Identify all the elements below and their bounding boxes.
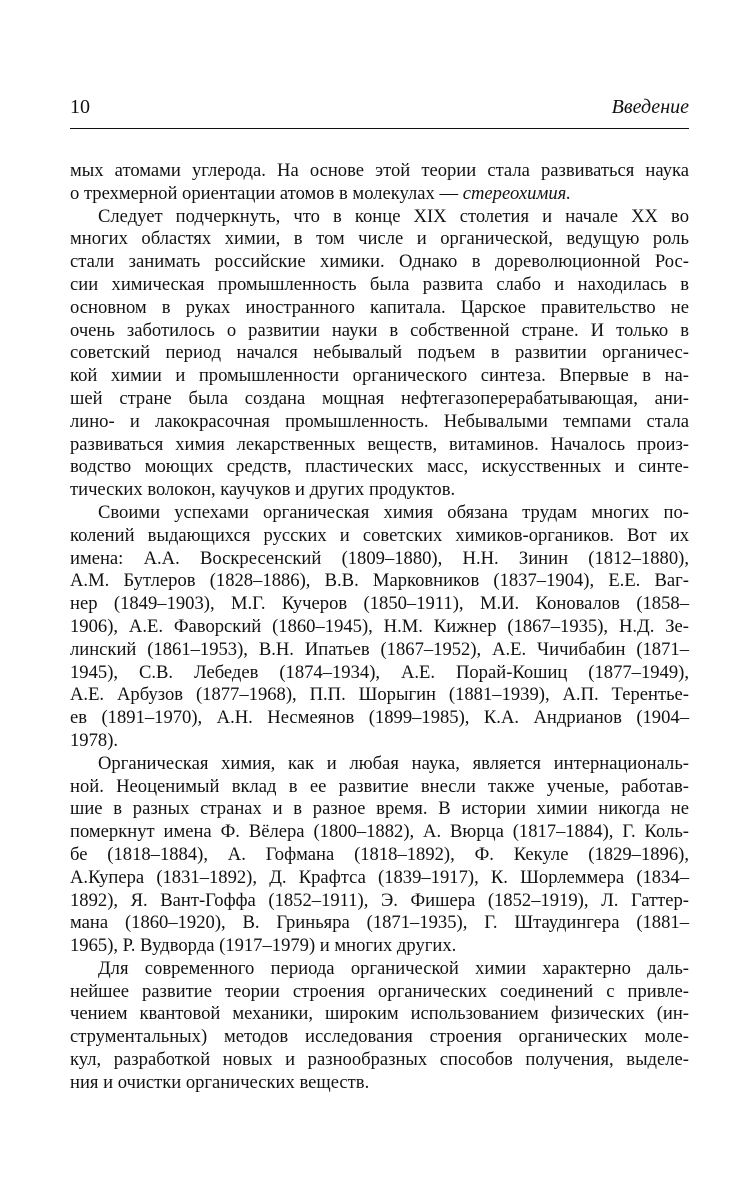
text-line xyxy=(70,183,689,206)
text-line: колений выдающихся русских и советских химиков-органиков. Вот их xyxy=(70,524,689,546)
text-line: кул, разработкой новых и разнообразных способов получения, выделе- xyxy=(70,1049,689,1071)
text-line: лино- и лакокрасочная промышленность. Небывалыми темпами стала xyxy=(70,410,689,432)
text-line: очень заботилось о развитии науки в собственной стране. И только в xyxy=(70,319,689,341)
text-line: шей стране была создана мощная нефтегазоперерабатывающая, ани- xyxy=(70,387,689,409)
page-number: 10 xyxy=(70,96,90,118)
text-line: А.М. Бутлеров (1828–1886), В.В. Марковников (1837–1904), Е.Е. Ваг- xyxy=(70,570,689,592)
text-line: Органическая химия, как и любая наука, является интернациональ- xyxy=(98,752,689,774)
text-line: ния и очистки органических веществ. xyxy=(70,1071,370,1093)
paragraph-5 xyxy=(70,958,689,1095)
text-line: мых атомами углерода. На основе этой теории стала развиваться наука xyxy=(70,160,689,181)
text-line: шие в разных странах и в разное время. В истории химии никогда не xyxy=(70,798,689,820)
italic-term: стереохимия. xyxy=(462,182,571,204)
text-line: водство моющих средств, пластических масс, искусственных и синте- xyxy=(70,456,689,478)
text-line: тических волокон, каучуков и других продуктов. xyxy=(70,479,456,501)
text-line: имена: А.А. Воскресенский (1809–1880), Н.Н. Зинин (1812–1880), xyxy=(70,547,689,569)
text-line: основном в руках иностранного капитала. Царское правительство не xyxy=(70,296,689,318)
text-line: советский период начался небывалый подъем в развитии органичес- xyxy=(70,342,689,364)
text-line: 1906), А.Е. Фаворский (1860–1945), Н.М. Кижнер (1867–1935), Н.Д. Зе- xyxy=(70,615,689,637)
text-line: Своими успехами органическая химия обязана трудам многих по- xyxy=(98,501,689,523)
text-line: 1978). xyxy=(70,729,119,751)
text-line: линский (1861–1953), В.Н. Ипатьев (1867–1952), А.Е. Чичибабин (1871– xyxy=(70,638,689,660)
text-line: Следует подчеркнуть, что в конце XIX столетия и начале XX во xyxy=(98,205,689,227)
text-line: 1892), Я. Вант-Гоффа (1852–1911), Э. Фишера (1852–1919), Л. Гаттер- xyxy=(70,889,689,911)
header-rule xyxy=(70,128,689,129)
text-line: 1945), С.В. Лебедев (1874–1934), А.Е. Порай-Кошиц (1877–1949), xyxy=(70,661,689,683)
text-line: бе (1818–1884), А. Гофмана (1818–1892), Ф. Кекуле (1829–1896), xyxy=(70,843,689,865)
text-line: мана (1860–1920), В. Гриньяра (1871–1935), Г. Штаудингера (1881– xyxy=(70,912,689,934)
text-line: сии химическая промышленность была развита слабо и находилась в xyxy=(70,273,689,295)
body-text xyxy=(70,160,689,1095)
text-line: кой химии и промышленности органического синтеза. Впервые в на- xyxy=(70,365,689,387)
paragraph-4 xyxy=(70,753,689,958)
text-line: А.Е. Арбузов (1877–1968), П.П. Шорыгин (1881–1939), А.П. Терентье- xyxy=(70,684,689,706)
text-line: стали занимать российские химики. Однако в дореволюционной Рос- xyxy=(70,251,689,273)
text-line: Для современного периода органической химии характерно даль- xyxy=(98,957,689,979)
text-line: развиваться химия лекарственных веществ, витаминов. Началось произ- xyxy=(70,433,689,455)
text-line: А.Купера (1831–1892), Д. Крафтса (1839–1917), К. Шорлеммера (1834– xyxy=(70,866,689,888)
text-line: нер (1849–1903), М.Г. Кучеров (1850–1911), М.И. Коновалов (1858– xyxy=(70,593,689,615)
text-line: ной. Неоценимый вклад в ее развитие внесли также ученые, работав- xyxy=(70,775,689,797)
page-header xyxy=(70,96,689,124)
text-line: струментальных) методов исследования строения органических моле- xyxy=(70,1026,689,1048)
text-segment: о трехмерной ориентации атомов в молекулах — xyxy=(70,182,463,204)
text-line: 1965), Р. Вудворда (1917–1979) и многих других. xyxy=(70,935,457,957)
text-line: нейшее развитие теории строения органических соединений с привле- xyxy=(70,980,689,1002)
text-line: ев (1891–1970), А.Н. Несмеянов (1899–1985), К.А. Андрианов (1904– xyxy=(70,707,689,729)
paragraph-3 xyxy=(70,502,689,753)
running-head: Введение xyxy=(611,96,689,118)
text-line: чением квантовой механики, широким использованием физических (ин- xyxy=(70,1003,689,1025)
paragraph-1 xyxy=(70,160,689,206)
text-line: померкнут имена Ф. Вёлера (1800–1882), А. Вюрца (1817–1884), Г. Коль- xyxy=(70,821,689,843)
text-line: многих областях химии, в том числе и органической, ведущую роль xyxy=(70,228,689,250)
paragraph-2 xyxy=(70,206,689,502)
